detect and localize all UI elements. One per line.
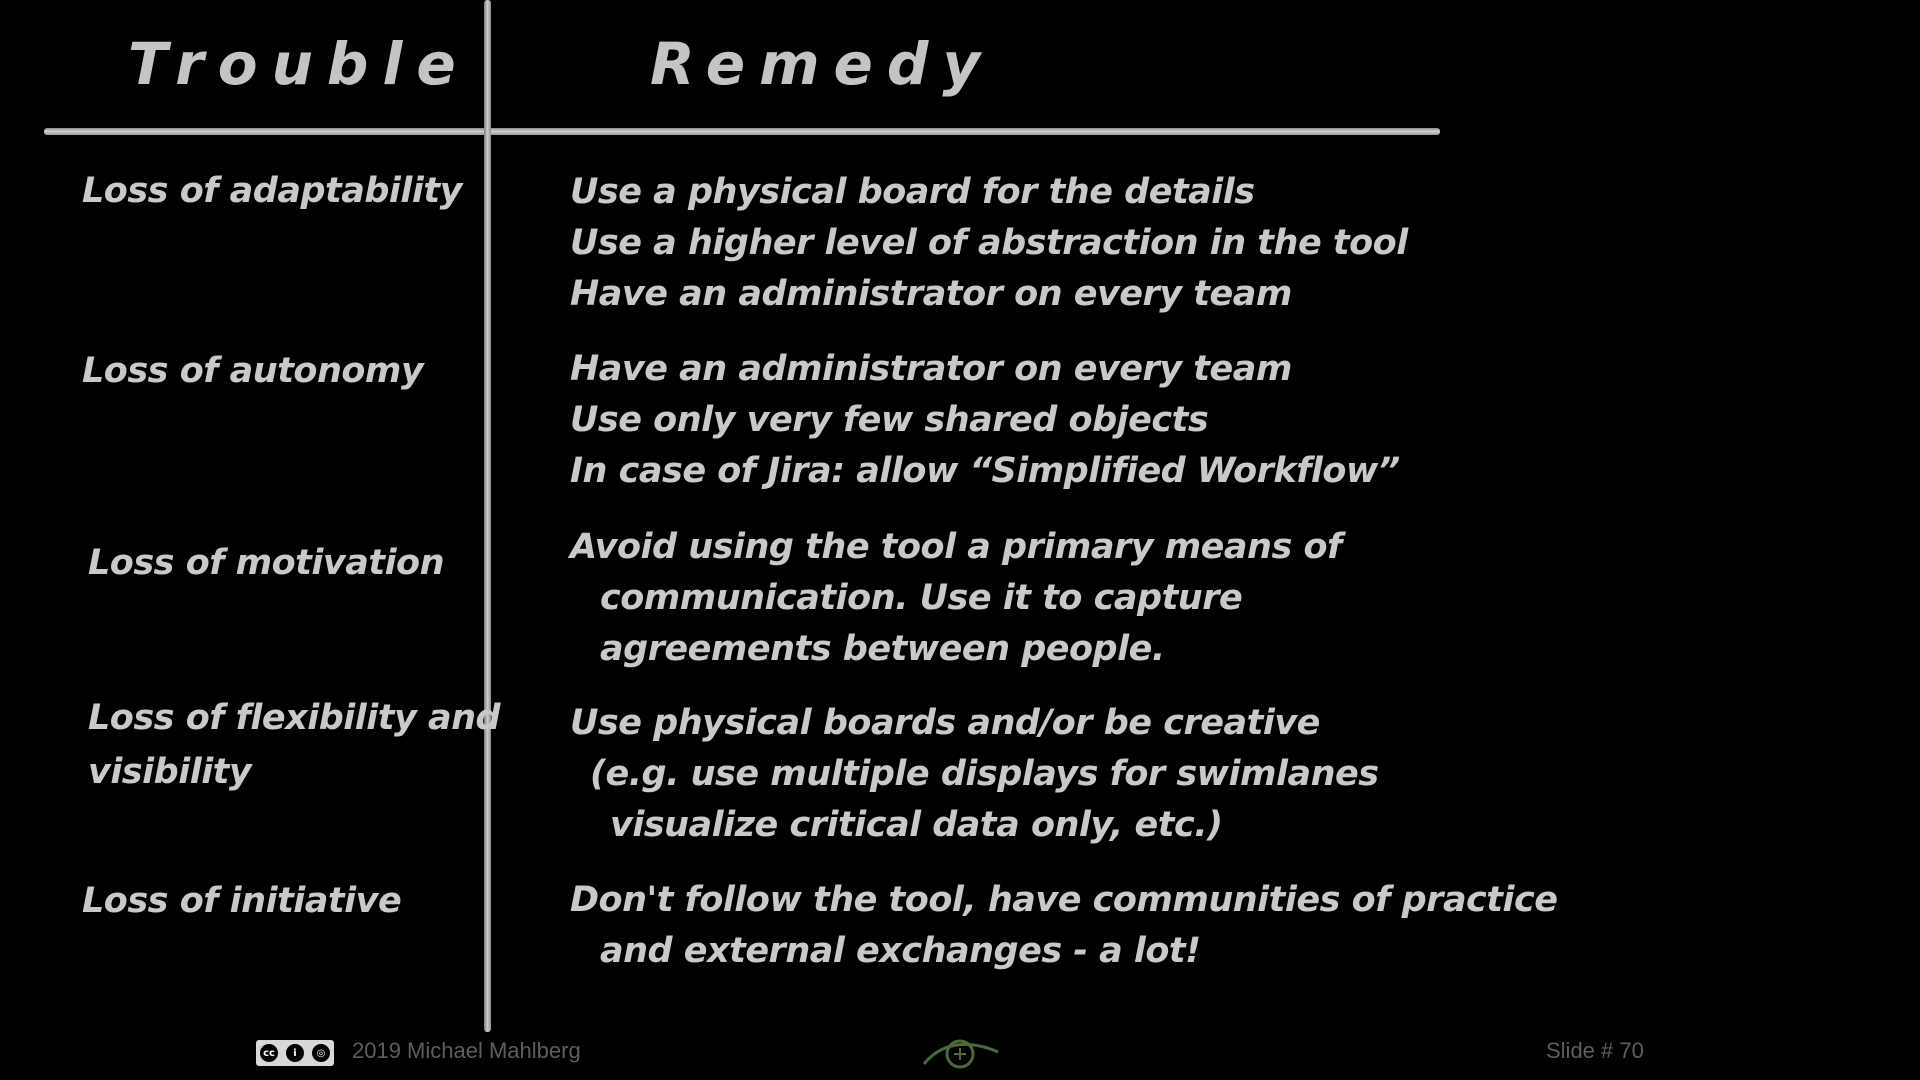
remedy-line: Have an administrator on every team <box>570 349 1292 389</box>
trouble-item-adaptability <box>82 164 462 218</box>
trouble-text: Loss of flexibility and <box>88 698 501 738</box>
trouble-item-flexibility <box>88 691 500 799</box>
remedy-line: and external exchanges - a lot! <box>600 931 1201 971</box>
column-divider <box>484 0 491 1032</box>
remedy-line: Use only very few shared objects <box>570 400 1209 440</box>
trouble-item-motivation <box>88 536 444 590</box>
remedy-line: communication. Use it to capture <box>600 578 1243 618</box>
trouble-text: Loss of autonomy <box>82 351 424 391</box>
trouble-text: Loss of adaptability <box>82 171 462 211</box>
remedy-line: Use a physical board for the details <box>570 172 1255 212</box>
remedy-line: In case of Jira: allow “Simplified Workflow” <box>570 451 1400 491</box>
header-divider <box>44 128 1440 135</box>
remedy-column-header: Remedy <box>650 30 995 98</box>
company-logo-icon <box>918 1028 1002 1072</box>
remedy-line: Have an administrator on every team <box>570 274 1292 314</box>
trouble-item-initiative <box>82 874 401 928</box>
remedy-line: Use physical boards and/or be creative <box>570 703 1320 743</box>
remedy-block-flexibility <box>570 698 1379 851</box>
remedy-block-adaptability <box>570 167 1408 320</box>
remedy-block-autonomy <box>570 344 1400 497</box>
trouble-text: visibility <box>88 752 252 792</box>
copyright-text: 2019 Michael Mahlberg <box>352 1038 581 1063</box>
cc-by-sa-icon: cc i ◎ <box>256 1040 334 1066</box>
remedy-block-motivation <box>570 522 1342 675</box>
slide-number: Slide # 70 <box>1546 1038 1644 1063</box>
remedy-line: Don't follow the tool, have communities of practice <box>570 880 1558 920</box>
trouble-text: Loss of initiative <box>82 881 402 921</box>
remedy-line: visualize critical data only, etc.) <box>610 805 1223 845</box>
remedy-line: Avoid using the tool a primary means of <box>570 527 1342 567</box>
remedy-line: agreements between people. <box>600 629 1165 669</box>
trouble-text: Loss of motivation <box>88 543 445 583</box>
trouble-item-autonomy <box>82 344 423 398</box>
remedy-line: Use a higher level of abstraction in the tool <box>570 223 1408 263</box>
remedy-line: (e.g. use multiple displays for swimlanes <box>590 754 1379 794</box>
trouble-column-header: Trouble <box>128 30 470 98</box>
remedy-block-initiative <box>570 875 1558 977</box>
